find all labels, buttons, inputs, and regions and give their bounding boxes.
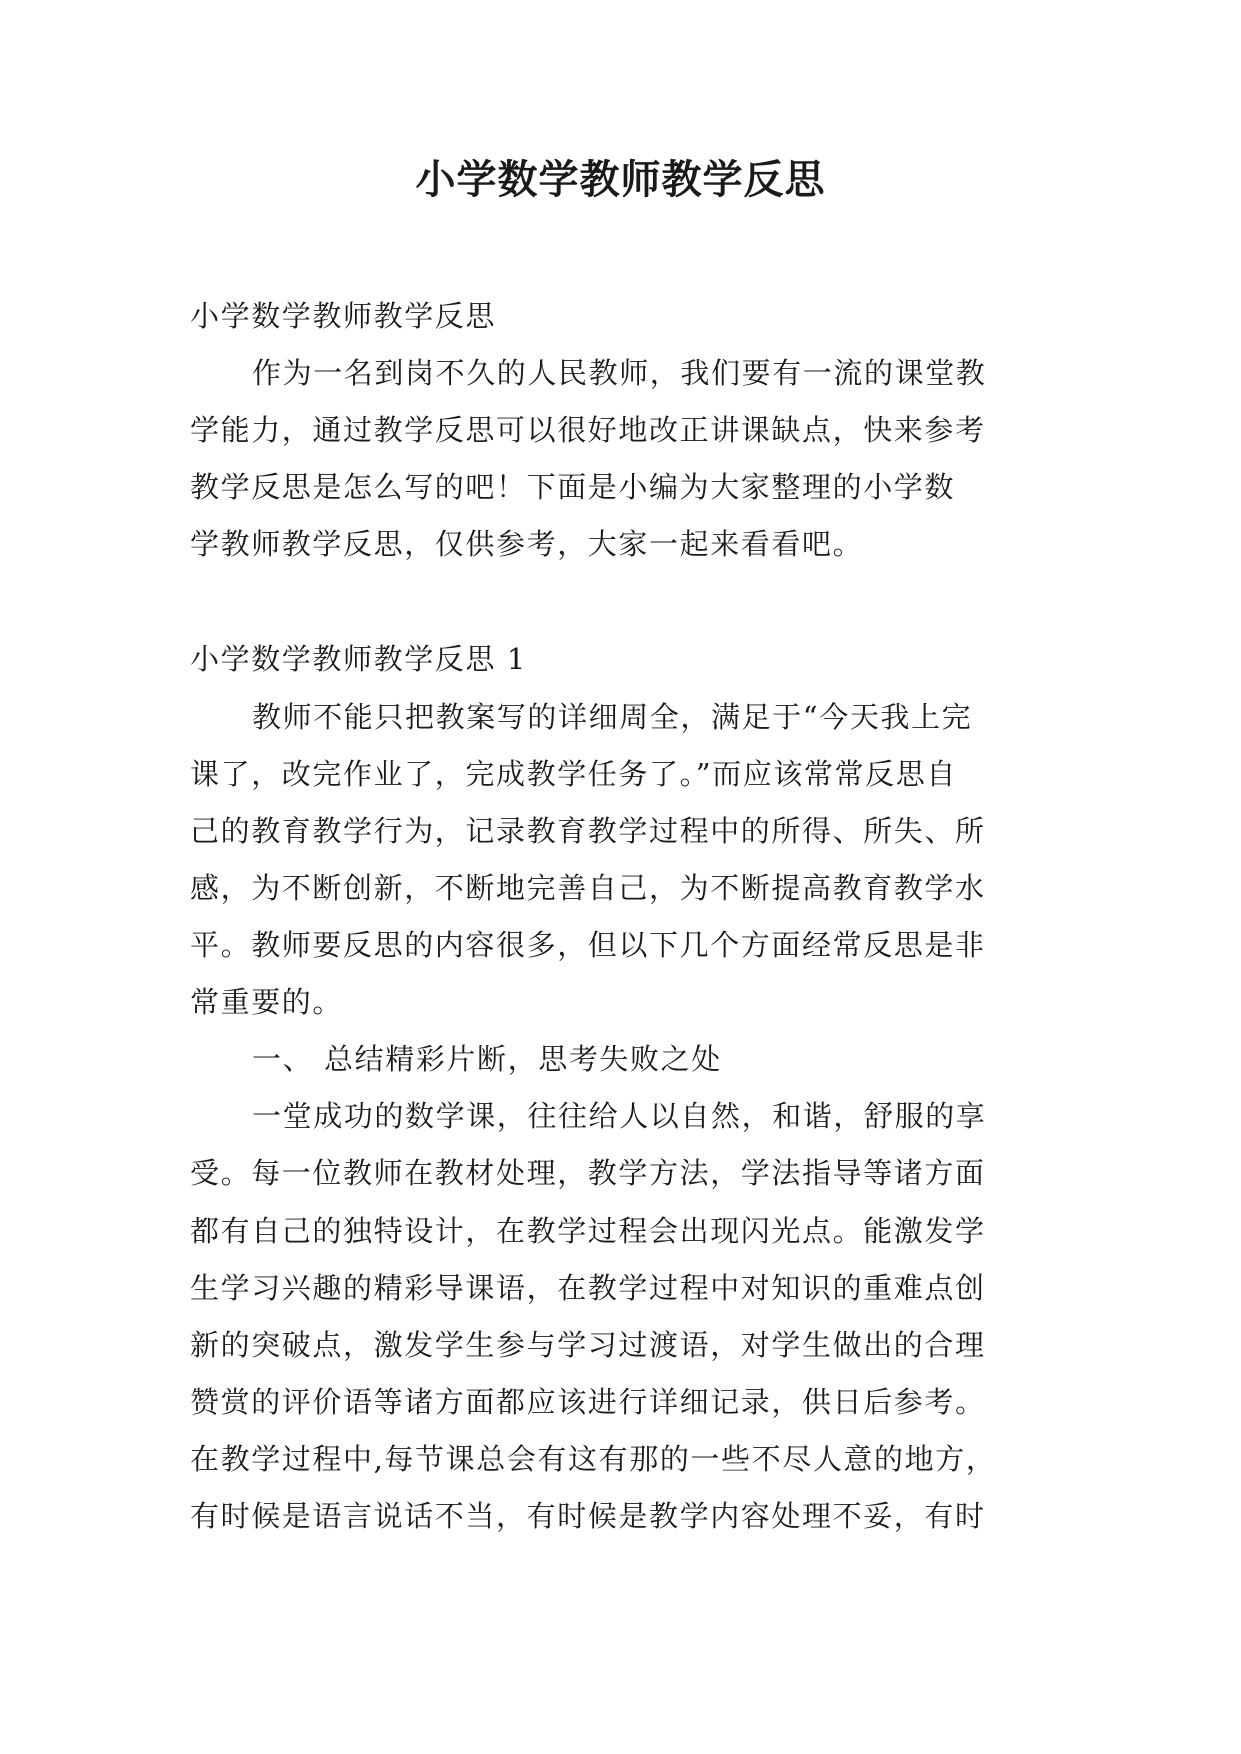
- paragraph-line: 教师不能只把教案写的详细周全，满足于“今天我上完: [252, 700, 973, 734]
- paragraph-line: 受。每一位教师在教材处理，教学方法，学法指导等诸方面: [190, 1156, 986, 1190]
- paragraph-line: 教学反思是怎么写的吧！下面是小编为大家整理的小学数: [190, 470, 956, 504]
- section-heading: 小学数学教师教学反思 1: [190, 642, 527, 676]
- subsection-heading: 一、 总结精彩片断，思考失败之处: [252, 1042, 722, 1076]
- paragraph-line: 新的突破点，激发学生参与学习过渡语，对学生做出的合理: [190, 1328, 986, 1362]
- paragraph-line: 都有自己的独特设计，在教学过程会出现闪光点。能激发学: [190, 1214, 986, 1248]
- paragraph-line: 在教学过程中,每节课总会有这有那的一些不尽人意的地方，: [190, 1442, 997, 1476]
- paragraph-line: 赞赏的评价语等诸方面都应该进行详细记录，供日后参考。: [190, 1385, 986, 1419]
- paragraph-line: 感，为不断创新，不断地完善自己，为不断提高教育教学水: [190, 871, 986, 905]
- paragraph-line: 学教师教学反思，仅供参考，大家一起来看看吧。: [190, 527, 864, 561]
- paragraph-line: 作为一名到岗不久的人民教师，我们要有一流的课堂教: [252, 356, 987, 390]
- paragraph-line: 平。教师要反思的内容很多，但以下几个方面经常反思是非: [190, 928, 986, 962]
- paragraph-line: 生学习兴趣的精彩导课语，在教学过程中对知识的重难点创: [190, 1271, 986, 1305]
- document-title: 小学数学教师教学反思: [415, 156, 826, 203]
- paragraph-line: 一堂成功的数学课，往往给人以自然，和谐，舒服的享: [252, 1099, 987, 1133]
- subtitle: 小学数学教师教学反思: [190, 299, 497, 333]
- paragraph-line: 常重要的。: [190, 985, 344, 1019]
- paragraph-line: 己的教育教学行为，记录教育教学过程中的所得、所失、所: [190, 814, 986, 848]
- paragraph-line: 有时候是语言说话不当，有时候是教学内容处理不妥，有时: [190, 1499, 986, 1533]
- paragraph-line: 学能力，通过教学反思可以很好地改正讲课缺点，快来参考: [190, 413, 986, 447]
- paragraph-line: 课了，改完作业了，完成教学任务了。”而应该常常反思自: [190, 757, 957, 791]
